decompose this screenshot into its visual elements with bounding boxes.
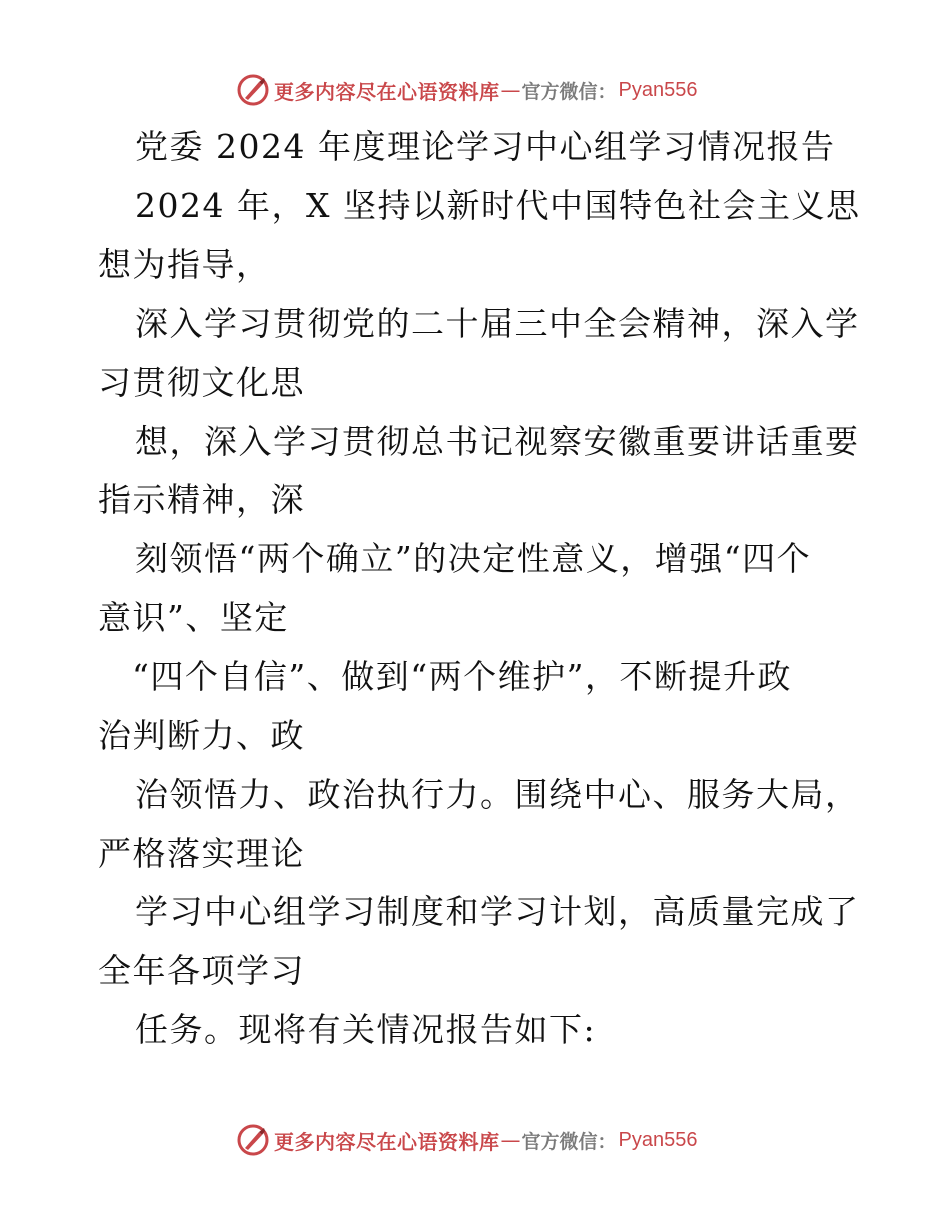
watermark-main-text: 更多内容尽在心语资料库 [274, 1129, 500, 1154]
body-line: 习贯彻文化思 [98, 363, 305, 402]
body-line: 全年各项学习 [98, 951, 305, 990]
footer-watermark [236, 1123, 697, 1157]
watermark-contact-id: Pyan556 [618, 78, 698, 101]
body-line: 治领悟力、政治执行力。围绕中心、服务大局， [135, 775, 860, 814]
body-line: 想为指导， [98, 245, 271, 284]
watermark-dash: — [500, 78, 521, 102]
body-line: 2024 年，X 坚持以新时代中国特色社会主义思 [135, 186, 861, 225]
body-line: 刻领悟“两个确立”的决定性意义，增强“四个 [135, 539, 812, 578]
watermark-main-text: 更多内容尽在心语资料库 [274, 79, 500, 104]
document-title: 党委 2024 年度理论学习中心组学习情况报告 [135, 127, 836, 166]
body-line: 治判断力、政 [98, 716, 305, 755]
quill-logo-icon [236, 1123, 270, 1157]
body-line: 严格落实理论 [98, 834, 305, 873]
body-line: 指示精神，深 [98, 480, 305, 519]
body-line: 任务。现将有关情况报告如下: [135, 1010, 597, 1049]
watermark-contact-id: Pyan556 [618, 1128, 698, 1151]
body-line: “四个自信”、做到“两个维护”，不断提升政 [132, 657, 792, 696]
body-line: 想，深入学习贯彻总书记视察安徽重要讲话重要 [135, 422, 860, 461]
header-watermark [236, 73, 697, 107]
body-line: 意识”、坚定 [98, 598, 289, 637]
watermark-contact-label: 官方微信： [521, 1130, 617, 1153]
watermark-contact-label: 官方微信： [521, 80, 617, 103]
body-line: 学习中心组学习制度和学习计划，高质量完成了 [135, 892, 860, 931]
quill-logo-icon [236, 73, 270, 107]
watermark-dash: — [500, 1128, 521, 1152]
body-line: 深入学习贯彻党的二十届三中全会精神，深入学 [135, 304, 860, 343]
